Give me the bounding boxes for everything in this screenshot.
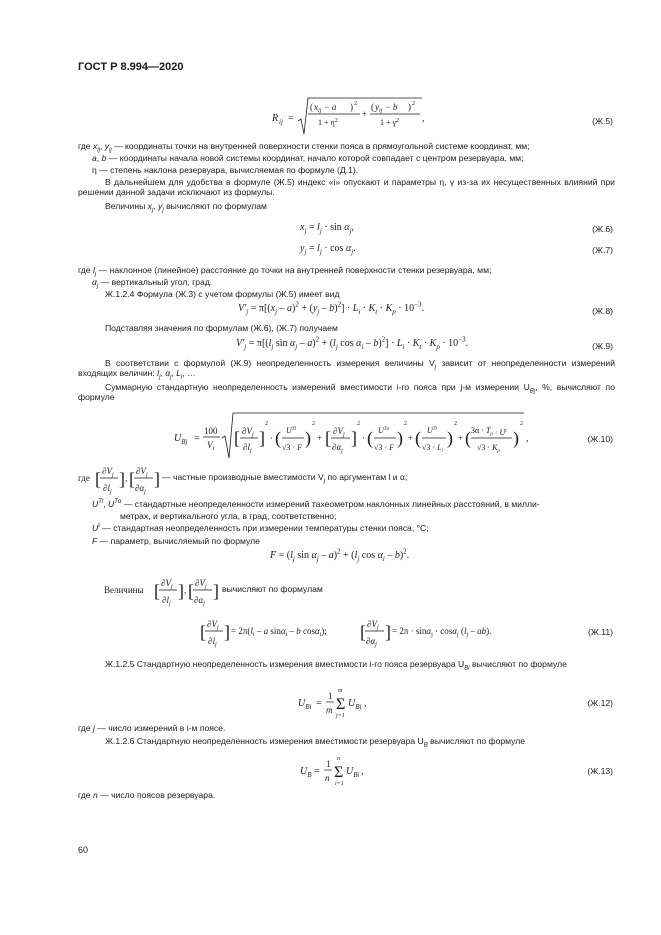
svg-text:= 2π · sinαj · cosαj (lj – ab): = 2π · sinα$_j$ · cosα$_j$ $(l_j - ab)$. [392,626,492,638]
svg-text:,: , [125,473,128,483]
svg-text:[: [ [95,469,101,489]
svg-text:UBj: $U_{Bj}$ [348,698,362,711]
svg-text:): ) [408,102,411,112]
svg-text:∂Vj: $\partial V_j$ [195,578,207,590]
svg-text:∂Vj: $\partial V_j$ [207,619,219,631]
svg-text:): ) [397,428,403,448]
svg-text:(: ( [310,102,313,112]
svg-text:=: = [194,433,200,444]
page-number: 60 [78,845,89,855]
svg-text:m: m [338,688,343,694]
svg-text:∂lj: $\partial l_j$ [208,636,217,648]
eq-number-zh9: (Ж.9) [592,341,613,351]
svg-text:,: , [526,433,529,444]
eq-number-zh5: (Ж.5) [592,116,613,126]
svg-text:√3 · F: √3 · F [282,443,302,452]
svg-text:100: 100 [204,426,218,436]
svg-text:]: ] [224,622,230,642]
svg-text:+: + [458,433,464,443]
svg-text:UTl: $U^{Tl}$ [286,426,296,435]
svg-text:√3 · F: √3 · F [374,443,394,452]
svg-text:(: ( [415,428,421,448]
where-ut: $U^{Tl}$, $U^{T\alpha}$ — стандартные неопределенности измерений тахеометром наклонных линейных расстояний, в милли- [92,499,540,509]
where-eta: η — степень наклона резервуара, вычисляемая по формуле (Д.1). [92,165,359,175]
svg-text:+: + [317,433,323,443]
paragraph-1225: Ж.1.2.5 Стандартную неопределенность измерения вместимости i-го пояса резервуара $U_{Bi}$ вычисляют по формуле [105,659,567,672]
svg-text:[: [ [360,622,366,642]
svg-text:∂Vj: $\partial V_j$ [136,466,148,478]
svg-text:UBi: $U_{Bi}$ [298,698,312,711]
svg-text:∂Vj: $\partial V_j$ [242,426,254,438]
paragraph-total: Суммарную стандартную неопределенность измерений вместимости i-го пояса при j-м измерении $U_{Bj}$, %, вычисляют по формуле [78,382,615,403]
svg-text:2: 2 [312,421,315,427]
svg-text:[: [ [129,469,135,489]
where-ut2: метрах, и вертикального угла, в град, соответственно; [120,511,337,521]
svg-text:Величины: Величины [104,585,144,595]
svg-text:m: m [326,705,333,715]
formula-zh11 [200,613,530,649]
svg-text:]: ] [213,581,219,601]
svg-text:]: ] [119,469,125,489]
svg-text:(: ( [367,428,373,448]
partials-desc: — частные производные вместимости $V_j$ по аргументам l и α; [162,472,408,485]
svg-text:[: [ [234,428,240,448]
svg-text:=: = [316,698,322,709]
svg-text:·: · [362,433,365,443]
partials-where [78,460,168,496]
where-xy: где $x_{ij}$, $y_{ij}$ — координаты точки на внутренней поверхности стенки пояса в прямоугольной системе координат, мм; [78,141,530,154]
svg-text:]: ] [259,428,265,448]
formula-zh8: $V'_j = \pi[(x_j - a)^2 + (y_j - b)^2] \cdot L_i \cdot K_t \cdot K_p \cdot 10^{-3}$. [238,300,425,316]
svg-text:∂Vj: $\partial V_j$ [333,426,345,438]
svg-text:]: ] [178,581,184,601]
svg-text:): ) [513,428,519,448]
svg-text:1: 1 [328,691,333,701]
svg-text:(: ( [371,102,374,112]
svg-text:1 + γ2: $1 + \gamma^2$ [380,118,400,127]
svg-text:где: где [78,473,90,483]
paragraph-1224: Ж.1.2.4 Формула (Ж.3) с учетом формулы (Ж.5) имеет вид [105,289,340,299]
eq-number-zh7: (Ж.7) [592,245,613,255]
svg-text:∂lj: $\partial l_j$ [243,442,252,454]
svg-text:i=1: i=1 [335,781,344,787]
svg-text:∂αj: $\partial\alpha_j$ [332,442,343,454]
svg-text:1 + η2: $1 + \eta^2$ [318,118,338,127]
formula-zh7: $y_j = l_j \cdot \cos \alpha_j$. [300,243,356,256]
eq-number-zh10: (Ж.10) [587,434,613,444]
svg-text:2: 2 [404,421,407,427]
partials-values [104,572,219,608]
svg-text:): ) [350,102,353,112]
svg-text:[: [ [325,428,331,448]
where-alpha: $\alpha_j$ — вертикальный угол, град. [92,277,213,290]
eq-number-zh6: (Ж.6) [592,224,613,234]
formula-zh10 [172,410,532,460]
svg-text:ij: ij [279,118,283,126]
eq-number-zh8: (Ж.8) [592,306,613,316]
svg-text:∂Vj: $\partial V_j$ [102,466,114,478]
svg-text:]: ] [351,428,357,448]
svg-text:∂αj: $\partial\alpha_j$ [366,636,377,648]
where-l: где $l_j$ — наклонное (линейное) расстояние до точки на внутренней поверхности стенки резервуара, мм; [78,265,492,278]
svg-text:= 2π(li – a sinαi – b cosαi);: = $2\pi(l_i$ – a sinα$_i$ – b cosα$_i$); [231,626,327,638]
svg-text:]: ] [385,622,391,642]
values-partials-text: вычисляют по формулам [222,584,323,594]
svg-text:[: [ [188,581,194,601]
document-header: ГОСТ Р 8.994—2020 [78,61,184,73]
svg-text:Vi: $V_i$ [207,440,215,452]
svg-text:]: ] [154,469,160,489]
svg-text:3α · Tp · Ut: $3\alpha \cdot T_p \cdot U^t$ [471,426,507,437]
svg-text:Σ: Σ [336,696,346,713]
paragraph-according: В соответствии с формулой (Ж.9) неопределенность измерения величины $V_j$ зависит от неопределенности измерений входящих величин: $l_j$, $\alpha_j$, $L_i$, … [78,358,615,382]
svg-text:,: , [364,698,367,709]
svg-text:Σ: Σ [334,764,344,781]
svg-text:+: + [362,109,368,119]
where-n: где n — число поясов резервуара. [78,790,216,800]
where-ab: a, b — координаты начала новой системы координат, начало которой совпадает с центром резервуара, мм; [92,153,524,163]
svg-text:UB: $U_B$ [300,766,312,779]
svg-text:2: 2 [265,421,268,427]
svg-text:,: , [361,766,364,777]
svg-text:∂αj: $\partial\alpha_j$ [135,483,146,495]
svg-text:√3 · Li: $√3 \cdot L_i$ [422,443,443,454]
formula-zh12 [296,684,376,720]
formula-zh9: $V'_j = \pi[(l_j$ $\sin \alpha_j - a)^2 + (l_j$ $\cos \alpha_i - b)^2] \cdot L_i \cdot K_t \cdot K_p \cdot 10^{-3}$. [236,335,469,351]
svg-text:2: 2 [520,421,523,427]
svg-text:+: + [408,433,414,443]
formula-zh5 [270,96,430,140]
where-j: где j — число измерений в i-м поясе. [78,723,226,733]
formula-zh13 [298,752,373,788]
eq-number-zh13: (Ж.13) [587,766,613,776]
svg-text:(: ( [275,428,281,448]
eq-number-zh12: (Ж.12) [587,698,613,708]
paragraph-further: В дальнейшем для удобства в формуле (Ж.5) индекс «i» опускают и параметры η, γ из-за их несущественных влияний при решении данной задачи исключают из формулы. [78,177,615,198]
svg-text:1: 1 [326,759,331,769]
svg-text:2: 2 [354,101,357,107]
svg-text:[: [ [154,581,160,601]
svg-text:R: R [272,113,279,124]
svg-text:∂lj: $\partial l_j$ [162,595,171,607]
svg-text:,: , [184,585,187,595]
formula-zh6: $x_j = l_j \cdot \sin \alpha_j$, [300,222,354,235]
eq-number-zh11: (Ж.11) [588,627,613,637]
svg-text:): ) [447,428,453,448]
svg-text:=: = [314,766,320,777]
svg-text:∂Vj: $\partial V_j$ [367,619,379,631]
svg-text:j=1: j=1 [336,713,345,719]
svg-text:,: , [422,113,425,124]
formula-f: $F = (l_j$ $\sin \alpha_j - a)^2 + (l_j$ $\cos \alpha_i - b)^2$. [270,547,410,563]
svg-text:2: 2 [412,101,415,107]
svg-text:UTα: $U^{T\alpha}$ [378,426,390,435]
svg-text:=: = [288,113,294,124]
svg-text:yij − b: $y_{ij} - b$ [375,102,398,114]
svg-text:2: 2 [357,421,360,427]
where-f: F — параметр, вычисляемый по формуле [92,536,260,546]
where-utemp: $U^t$ — стандартная неопределенность при измерении температуры стенки пояса, °С; [92,523,429,533]
svg-text:√3 · Kp: $√3 \cdot K_p$ [477,443,500,454]
svg-text:[: [ [200,622,206,642]
paragraph-values-xy: Величины $x_j$, $y_j$ вычисляют по формулам [105,201,267,214]
paragraph-substituting: Подставляя значения по формулам (Ж.6), (Ж.7) получаем [105,323,338,333]
svg-text:∂αj: $\partial\alpha_j$ [194,595,205,607]
paragraph-1226: Ж.1.2.6 Стандартную неопределенность измерения вместимости резервуара $U_B$ вычисляют по формуле [105,736,526,749]
svg-text:∂lj: $\partial l_j$ [103,483,112,495]
svg-text:n: n [337,756,340,762]
svg-text:n: n [325,773,330,783]
svg-text:(: ( [465,428,471,448]
svg-text:UTl: $U^{Tl}$ [427,426,437,435]
svg-text:2: 2 [454,421,457,427]
svg-text:): ) [305,428,311,448]
svg-text:∂Vj: $\partial V_j$ [161,578,173,590]
svg-text:·: · [270,433,273,443]
svg-text:UBi: $U_{Bi}$ [346,766,360,779]
svg-text:xij − a: $x_{ij} - a$ [314,102,337,114]
svg-text:UBj: $U_{Bj}$ [174,433,188,446]
